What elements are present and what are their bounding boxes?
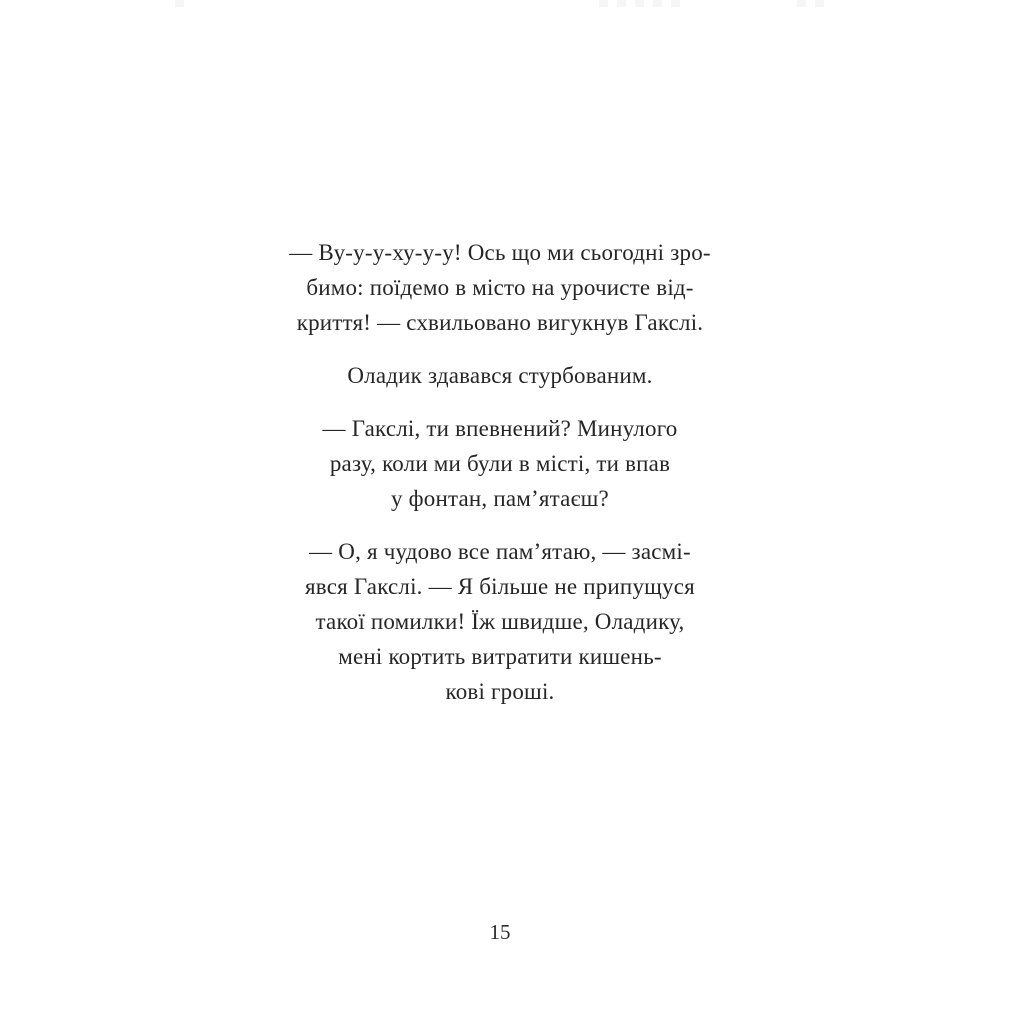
text-line: мені кортить витратити кишень- [338, 644, 662, 669]
text-line: — Ву-у-у-ху-у-у! Ось що ми сьогодні зро- [289, 240, 711, 265]
scan-artifact-mark [617, 0, 626, 7]
scan-artifact-mark [599, 0, 608, 7]
paragraph [0, 534, 1000, 709]
scan-artifact-mark [175, 0, 184, 7]
text-line: Оладик здавався стурбованим. [347, 363, 653, 388]
text-line: явся Гакслі. — Я більше не припущуся [305, 574, 695, 599]
page-text [0, 235, 1000, 727]
text-line: кові гроші. [445, 679, 555, 704]
text-line: разу, коли ми були в місті, ти впав [329, 451, 671, 476]
scan-artifact-mark [671, 0, 680, 7]
text-line: — О, я чудово все пам’ятаю, — засмі- [309, 539, 691, 564]
paragraph [0, 358, 1000, 393]
text-line: у фонтан, пам’ятаєш? [391, 486, 609, 511]
text-line: такої помилки! Їж швидше, Оладику, [315, 609, 685, 634]
text-line: бимо: поїдемо в місто на урочисте від- [306, 275, 694, 300]
scan-artifact-mark [797, 0, 806, 7]
paragraph [0, 235, 1000, 340]
scan-artifact-mark [653, 0, 662, 7]
scan-artifact-mark [815, 0, 824, 7]
text-line: — Гакслі, ти впевнений? Минулого [322, 416, 678, 441]
page-number: 15 [489, 920, 511, 944]
paragraph [0, 411, 1000, 516]
scan-artifact-mark [635, 0, 644, 7]
text-line: криття! — схвильовано вигукнув Гакслі. [296, 310, 704, 335]
